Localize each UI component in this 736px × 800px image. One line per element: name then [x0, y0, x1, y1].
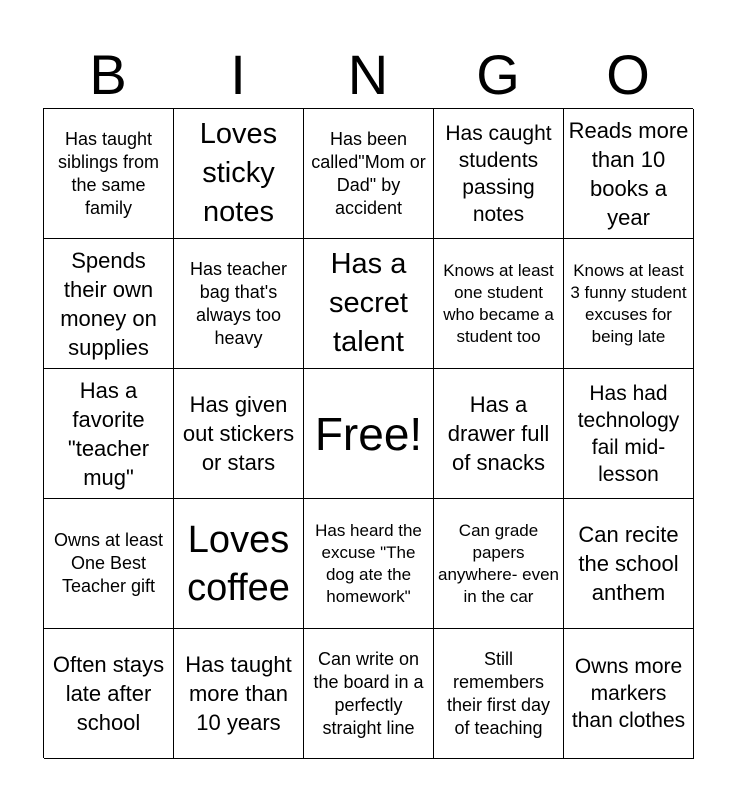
- cell-text: Has been called"Mom or Dad" by accident: [311, 128, 426, 218]
- cell-text: Can write on the board in a perfectly straight line: [313, 648, 424, 738]
- bingo-cell-r2-c1[interactable]: [174, 369, 304, 499]
- bingo-cell-r0-c3[interactable]: [434, 109, 564, 239]
- cell-text: Spends their own money on supplies: [60, 247, 157, 360]
- bingo-cell-r3-c2[interactable]: [304, 499, 434, 629]
- bingo-cell-r0-c1[interactable]: [174, 109, 304, 239]
- bingo-cell-r2-c0[interactable]: [44, 369, 174, 499]
- cell-text: Owns more markers than clothes: [571, 655, 686, 732]
- bingo-cell-r0-c4[interactable]: [564, 109, 694, 239]
- bingo-cell-r1-c4[interactable]: [564, 239, 694, 369]
- cell-text: Can recite the school anthem: [578, 522, 679, 605]
- bingo-cell-r4-c0[interactable]: [44, 629, 174, 759]
- cell-text: Has taught more than 10 years: [185, 652, 292, 735]
- bingo-cell-r1-c2[interactable]: [304, 239, 434, 369]
- cell-text: Often stays late after school: [52, 652, 165, 735]
- cell-text: Knows at least one student who became a student too: [443, 260, 554, 346]
- header-letter-n: N: [347, 43, 389, 106]
- cell-text: Knows at least 3 funny student excuses for being late: [570, 260, 687, 346]
- cell-text: Has a drawer full of snacks: [447, 392, 550, 475]
- bingo-cell-r0-c0[interactable]: [44, 109, 174, 239]
- free-space-text: Free!: [314, 407, 423, 460]
- cell-text: Reads more than 10 books a year: [568, 117, 689, 230]
- bingo-cell-r1-c1[interactable]: [174, 239, 304, 369]
- cell-text: Loves sticky notes: [199, 118, 278, 228]
- header-letter-b: B: [89, 43, 127, 106]
- cell-text: Has a secret talent: [329, 248, 408, 358]
- header-letter-o: O: [606, 43, 650, 106]
- bingo-cell-r3-c1[interactable]: [174, 499, 304, 629]
- bingo-cell-r0-c2[interactable]: [304, 109, 434, 239]
- bingo-cell-r3-c4[interactable]: [564, 499, 694, 629]
- cell-text: Loves coffee: [187, 518, 290, 609]
- bingo-cell-r4-c1[interactable]: [174, 629, 304, 759]
- cell-text: Has taught siblings from the same family: [57, 128, 160, 218]
- bingo-card-grid: [43, 108, 693, 758]
- cell-text: Has had technology fail mid-lesson: [577, 381, 680, 486]
- header-letter-g: G: [476, 43, 520, 106]
- bingo-cell-free-space[interactable]: [304, 369, 434, 499]
- bingo-cell-r2-c4[interactable]: [564, 369, 694, 499]
- bingo-cell-r2-c3[interactable]: [434, 369, 564, 499]
- cell-text: Has a favorite "teacher mug": [67, 377, 150, 490]
- cell-text: Has given out stickers or stars: [182, 392, 295, 475]
- cell-text: Can grade papers anywhere- even in the car: [438, 520, 559, 606]
- cell-text: Has teacher bag that's always too heavy: [189, 258, 288, 348]
- bingo-cell-r3-c3[interactable]: [434, 499, 564, 629]
- bingo-cell-r1-c0[interactable]: [44, 239, 174, 369]
- cell-text: Has heard the excuse "The dog ate the homework": [315, 520, 422, 606]
- cell-text: Owns at least One Best Teacher gift: [53, 530, 164, 596]
- bingo-cell-r4-c4[interactable]: [564, 629, 694, 759]
- bingo-cell-r3-c0[interactable]: [44, 499, 174, 629]
- cell-text: Still remembers their first day of teaching: [446, 648, 551, 738]
- bingo-header: [43, 42, 693, 108]
- bingo-cell-r1-c3[interactable]: [434, 239, 564, 369]
- header-letter-i: I: [230, 43, 246, 106]
- bingo-cell-r4-c2[interactable]: [304, 629, 434, 759]
- cell-text: Has caught students passing notes: [445, 121, 552, 226]
- bingo-cell-r4-c3[interactable]: [434, 629, 564, 759]
